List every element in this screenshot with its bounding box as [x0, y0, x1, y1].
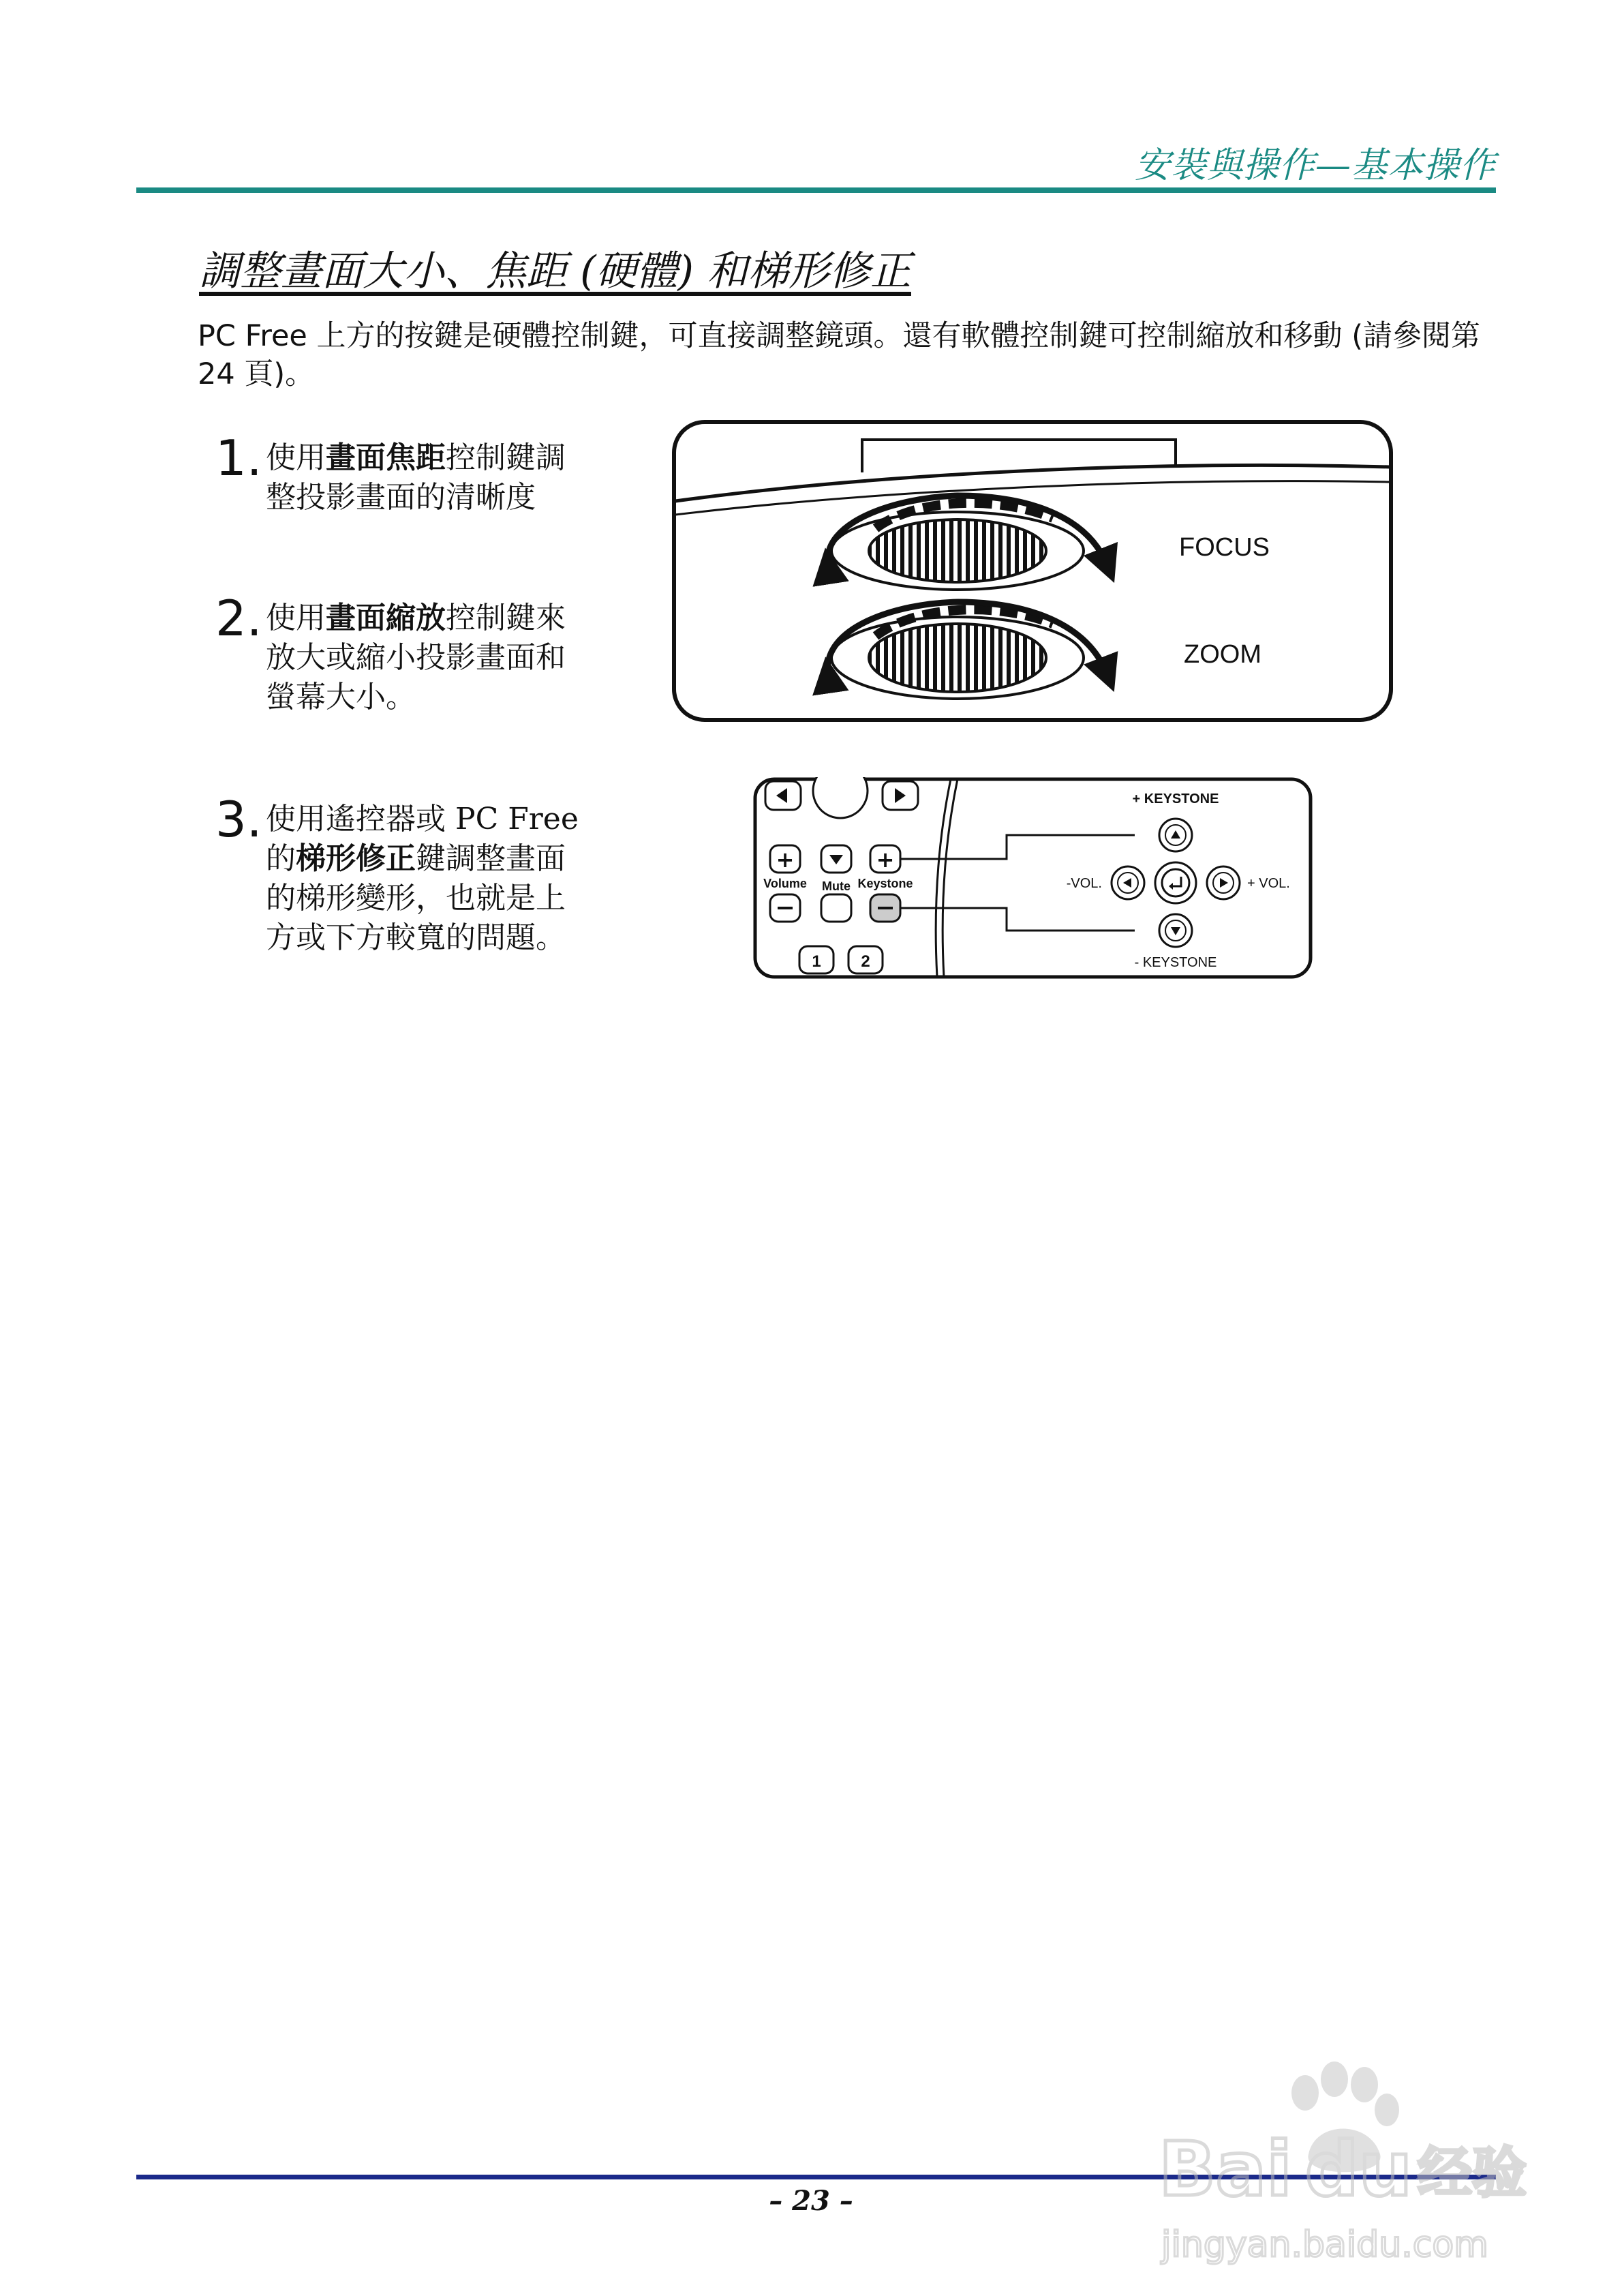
svg-text:1: 1	[812, 952, 821, 971]
header-rule	[136, 187, 1496, 193]
watermark-brand-2: du	[1305, 2126, 1413, 2213]
step-3-pre: 使用遙控器或 PC Free 的	[266, 802, 579, 876]
volume-up-button[interactable]	[770, 845, 800, 873]
step-2-text	[266, 599, 586, 717]
baidu-watermark	[1152, 2052, 1533, 2270]
pcfree-down-button[interactable]	[1159, 914, 1192, 947]
intro-paragraph: PC Free 上方的按鍵是硬體控制鍵，可直接調整鏡頭。還有軟體控制鍵可控制縮放和移動 (請參閱第 24 頁)。	[198, 319, 1480, 391]
step-2-number: 2.	[215, 590, 262, 647]
minus-vol-label: -VOL.	[1066, 876, 1102, 891]
zoom-ring	[831, 617, 1084, 699]
zoom-label: ZOOM	[1184, 640, 1261, 669]
number-1-button[interactable]	[799, 946, 833, 973]
plus-keystone-label: + KEYSTONE	[1132, 791, 1219, 806]
watermark-cn: 经验	[1418, 2141, 1527, 2205]
step-1-post: 控制鍵調整投影畫面的清晰度	[266, 440, 566, 515]
watermark-url: jingyan.baidu.com	[1161, 2224, 1488, 2265]
watermark-brand: Bai	[1159, 2126, 1292, 2213]
step-3-bold: 梯形修正	[296, 841, 416, 876]
left-arrow-button[interactable]	[765, 781, 801, 810]
header-title: 安裝與操作—基本操作	[1134, 145, 1496, 186]
section-title: 調整畫面大小、焦距 (硬體) 和梯形修正	[199, 247, 911, 295]
right-arrow-button[interactable]	[883, 781, 918, 810]
volume-label: Volume	[763, 877, 807, 890]
mute-button[interactable]	[821, 845, 851, 873]
focus-ring	[831, 512, 1084, 590]
keystone-down-button[interactable]	[870, 894, 900, 922]
step-3-number: 3.	[215, 791, 262, 848]
focus-label: FOCUS	[1179, 533, 1270, 562]
svg-text:+: +	[876, 847, 895, 873]
svg-text:+: +	[776, 847, 795, 873]
svg-text:2: 2	[861, 952, 870, 971]
pcfree-right-button[interactable]	[1207, 866, 1240, 899]
number-2-button[interactable]	[848, 946, 883, 973]
step-3-post: 鍵調整畫面的梯形變形，也就是上方或下方較寬的問題。	[266, 841, 566, 955]
step-1-number: 1.	[215, 429, 262, 487]
remote-diagram	[753, 777, 1315, 982]
step-1-text	[266, 438, 586, 517]
step-3-text	[266, 800, 586, 958]
pcfree-up-button[interactable]	[1159, 819, 1192, 851]
step-2-bold: 畫面縮放	[326, 601, 446, 635]
lens-diagram	[671, 419, 1394, 723]
step-1-pre: 使用	[266, 440, 326, 475]
pcfree-enter-button[interactable]	[1155, 862, 1196, 903]
keystone-label: Keystone	[857, 877, 913, 890]
page-number: – 23 –	[769, 2185, 853, 2217]
plus-vol-label: + VOL.	[1247, 876, 1290, 891]
pcfree-left-button[interactable]	[1112, 866, 1144, 899]
minus-keystone-label: - KEYSTONE	[1134, 955, 1217, 970]
step-2-pre: 使用	[266, 601, 326, 635]
step-1-bold: 畫面焦距	[326, 440, 446, 475]
mute-label: Mute	[822, 879, 851, 893]
keystone-up-button[interactable]	[870, 845, 900, 873]
volume-down-button[interactable]	[770, 894, 800, 922]
step-2-post: 控制鍵來放大或縮小投影畫面和螢幕大小。	[266, 601, 566, 714]
blank-button[interactable]	[821, 894, 851, 922]
